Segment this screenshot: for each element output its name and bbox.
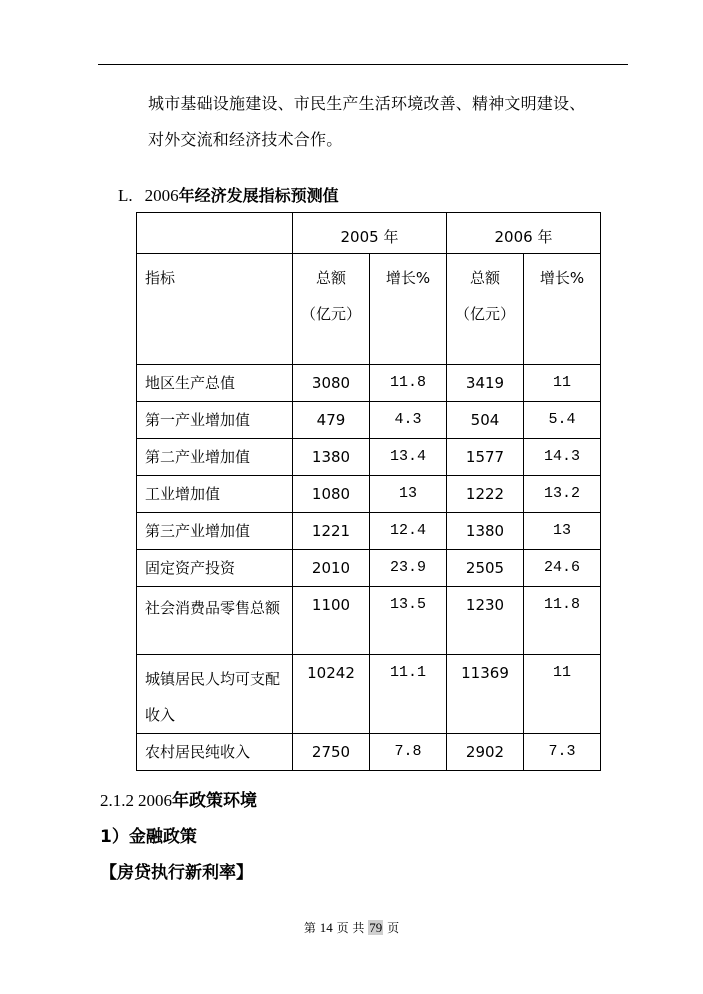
footer-prefix: 第 (303, 921, 316, 935)
row-label: 农村居民纯收入 (137, 734, 293, 771)
section-year: 2006 (138, 791, 172, 810)
total-header-2006 (447, 254, 524, 365)
section-title: 年政策环境 (172, 791, 257, 811)
cell-total-2005: 10242 (293, 655, 370, 734)
cell-growth-2006: 13 (524, 513, 601, 550)
cell-total-2005: 2010 (293, 550, 370, 587)
page-footer (0, 920, 703, 936)
cell-total-2005: 479 (293, 402, 370, 439)
table-row (137, 587, 601, 655)
footer-middle: 页 共 (336, 921, 365, 935)
table-row (137, 402, 601, 439)
row-label: 固定资产投资 (137, 550, 293, 587)
table-year-header-row (137, 213, 601, 254)
cell-total-2005: 2750 (293, 734, 370, 771)
cell-growth-2005: 23.9 (370, 550, 447, 587)
subsection-mortgage-rate: 【房贷执行新利率】 (100, 863, 253, 883)
row-label: 第一产业增加值 (137, 402, 293, 439)
growth-header-2006: 增长% (524, 254, 601, 365)
section-heading-policy (100, 790, 257, 812)
body-text-line-1: 城市基础设施建设、市民生产生活环境改善、精神文明建设、 (148, 94, 586, 113)
cell-total-2005: 1380 (293, 439, 370, 476)
indicator-header: 指标 (137, 254, 293, 365)
table-heading (118, 186, 339, 206)
cell-growth-2006: 13.2 (524, 476, 601, 513)
header-rule (98, 64, 628, 65)
cell-total-2005: 3080 (293, 365, 370, 402)
cell-growth-2006: 24.6 (524, 550, 601, 587)
cell-growth-2005: 11.8 (370, 365, 447, 402)
year-header-2006: 2006 年 (447, 213, 601, 254)
cell-growth-2005: 13 (370, 476, 447, 513)
section-code: 2.1.2 (100, 791, 134, 810)
cell-total-2006: 504 (447, 402, 524, 439)
table-row (137, 734, 601, 771)
growth-header-2005: 增长% (370, 254, 447, 365)
footer-page-number: 14 (319, 920, 333, 935)
row-label: 城镇居民人均可支配收入 (137, 655, 293, 734)
cell-growth-2006: 14.3 (524, 439, 601, 476)
year-header-2005: 2005 年 (293, 213, 447, 254)
cell-total-2006: 1577 (447, 439, 524, 476)
table-heading-number: L. (118, 186, 133, 205)
cell-growth-2005: 12.4 (370, 513, 447, 550)
row-label: 地区生产总值 (137, 365, 293, 402)
cell-total-2006: 2902 (447, 734, 524, 771)
forecast-table (136, 212, 601, 771)
footer-total-pages: 79 (369, 920, 383, 935)
row-label: 第三产业增加值 (137, 513, 293, 550)
cell-total-2006: 2505 (447, 550, 524, 587)
unit-label-2005: （亿元） (300, 305, 361, 323)
table-row (137, 655, 601, 734)
unit-label-2006: （亿元） (454, 305, 515, 323)
table-corner-cell (137, 213, 293, 254)
cell-growth-2005: 7.8 (370, 734, 447, 771)
cell-total-2006: 1222 (447, 476, 524, 513)
table-heading-title: 年经济发展指标预测值 (178, 186, 339, 205)
table-row (137, 365, 601, 402)
table-row (137, 513, 601, 550)
footer-suffix: 页 (387, 921, 400, 935)
total-header-2005 (293, 254, 370, 365)
table-row (137, 476, 601, 513)
table-sub-header-row (137, 254, 601, 365)
cell-total-2006: 3419 (447, 365, 524, 402)
table-heading-year: 2006 (144, 186, 179, 205)
cell-total-2005: 1100 (293, 587, 370, 655)
cell-growth-2005: 13.5 (370, 587, 447, 655)
cell-total-2005: 1221 (293, 513, 370, 550)
row-label: 工业增加值 (137, 476, 293, 513)
total-label-2006: 总额 (469, 269, 500, 287)
cell-growth-2006: 7.3 (524, 734, 601, 771)
cell-growth-2006: 5.4 (524, 402, 601, 439)
cell-total-2006: 1380 (447, 513, 524, 550)
table-row (137, 439, 601, 476)
row-label: 第二产业增加值 (137, 439, 293, 476)
cell-growth-2006: 11.8 (524, 587, 601, 655)
cell-growth-2006: 11 (524, 655, 601, 734)
total-label-2005: 总额 (315, 269, 346, 287)
table-row (137, 550, 601, 587)
cell-growth-2005: 13.4 (370, 439, 447, 476)
cell-growth-2006: 11 (524, 365, 601, 402)
cell-total-2005: 1080 (293, 476, 370, 513)
cell-total-2006: 11369 (447, 655, 524, 734)
row-label: 社会消费品零售总额 (137, 587, 293, 655)
cell-total-2006: 1230 (447, 587, 524, 655)
subsection-finance-policy: 1）金融政策 (100, 827, 197, 847)
body-text-line-2: 对外交流和经济技术合作。 (148, 130, 343, 149)
cell-growth-2005: 11.1 (370, 655, 447, 734)
cell-growth-2005: 4.3 (370, 402, 447, 439)
